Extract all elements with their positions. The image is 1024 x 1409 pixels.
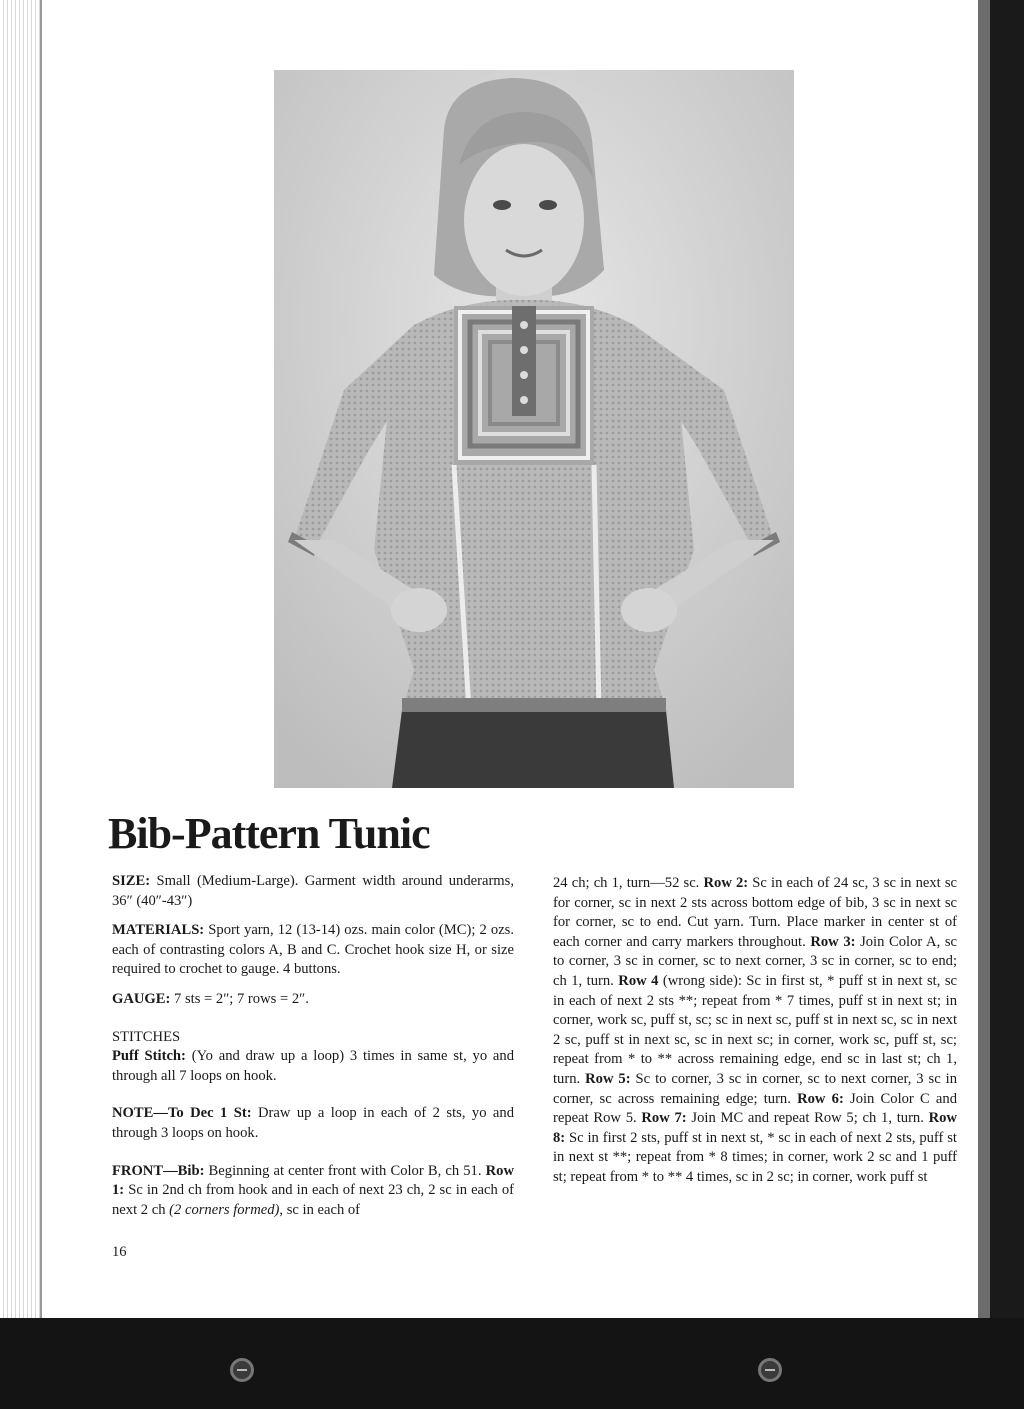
- row-label: Row 2:: [703, 875, 749, 891]
- size-label: SIZE:: [112, 873, 151, 889]
- scanner-edge: [990, 0, 1024, 1320]
- scanner-screw-icon: [758, 1358, 782, 1382]
- note-text: Draw up a loop in each of 2 sts, yo and through 3 loops on hook.: [112, 1105, 514, 1141]
- row-label: Row 6:: [797, 1090, 844, 1107]
- binding-shadow: [40, 0, 42, 1320]
- scanner-screw-icon: [230, 1358, 254, 1382]
- corners-formed-note: (2 corners formed): [169, 1201, 280, 1218]
- front-label: FRONT—Bib:: [112, 1162, 205, 1179]
- materials-label: MATERIALS:: [112, 922, 205, 939]
- gauge-text: 7 sts = 2″; 7 rows = 2″.: [170, 990, 309, 1007]
- gauge-label: GAUGE:: [112, 990, 171, 1007]
- materials-paragraph: [112, 921, 514, 980]
- rows-instructions-paragraph: [553, 874, 957, 1188]
- row-text: Join Color A, sc to corner, 3 sc in corner, sc to next corner, 3 sc in corner, sc to end; ch 1, turn.: [553, 933, 957, 989]
- row-text: Sc in each of 24 sc, 3 sc in next sc for corner, sc in next 2 sts across bottom edge of bib, 3 sc in next sc for corner, sc to end. Cut yarn. Turn. Place marker in center st of each corner and carry markers throughout.: [553, 875, 957, 950]
- front-text-2: Sc in 2nd ch from hook and in each of next 23 ch, 2 sc in each of next 2 ch: [112, 1182, 514, 1218]
- puff-stitch-paragraph: [112, 1047, 514, 1086]
- row-label: Row 7:: [641, 1110, 687, 1127]
- row-label: Row 4: [618, 972, 659, 989]
- front-text-1: Beginning at center front with Color B, ch 51.: [204, 1162, 486, 1179]
- pattern-title: Bib-Pattern Tunic: [108, 809, 430, 858]
- row-text: (wrong side): Sc in first st, * puff st in next st, sc in each of next 2 sts **; repeat from * 7 times, puff st in next st; in corner, work sc, puff st, sc; sc in next sc, puff st in next sc, sc in next 2 sc, puff st in next sc, sc in next sc; in corner, work sc, puff st, sc; repeat from * to ** across remaining edge, end sc in last st; ch 1, turn.: [553, 972, 957, 1087]
- note-paragraph: [112, 1104, 514, 1143]
- book-page-stack-edge: [0, 0, 40, 1320]
- row-text: 24 ch; ch 1, turn—52 sc.: [553, 875, 704, 891]
- instructions-right-column: [553, 874, 957, 1188]
- gauge-paragraph: [112, 990, 514, 1010]
- row-label: Row 3:: [810, 933, 856, 950]
- row-text: Join MC and repeat Row 5; ch 1, turn.: [686, 1110, 929, 1127]
- scanner-bed: [0, 1318, 1024, 1409]
- materials-text: Sport yarn, 12 (13-14) ozs. main color (MC); 2 ozs. each of contrasting colors A, B and C. Crochet hook size H, or size required to crochet to gauge. 4 buttons.: [112, 922, 514, 978]
- row-text: Sc to corner, 3 sc in corner, sc to next corner, 3 sc in corner, sc across remaining edge; turn.: [553, 1070, 958, 1107]
- row-text: Sc in first 2 sts, puff st in next st, * sc in each of next 2 sts, puff st in next st **; repeat from * 8 times; in corner, work 2 sc and 1 puff st; repeat from * to ** 4 times, sc in 2 sc; in corner, work puff st: [553, 1129, 957, 1185]
- front-text-3: , sc in each of: [279, 1201, 361, 1218]
- row-text: Join Color C and repeat Row 5.: [553, 1090, 958, 1127]
- page-number: 16: [112, 1244, 127, 1260]
- scanner-edge-shadow: [978, 0, 990, 1320]
- puff-stitch-label: Puff Stitch:: [112, 1048, 186, 1065]
- front-paragraph: [112, 1162, 514, 1221]
- row-label: Row 5:: [585, 1070, 631, 1087]
- stitches-heading: STITCHES: [112, 1028, 181, 1045]
- size-text: Small (Medium-Large). Garment width around underarms, 36″ (40″-43″): [112, 873, 514, 909]
- instructions-left-column: [112, 872, 514, 1230]
- size-paragraph: [112, 872, 514, 911]
- note-label: NOTE—To Dec 1 St:: [112, 1105, 252, 1122]
- model-photo: [274, 70, 794, 788]
- puff-stitch-text: (Yo and draw up a loop) 3 times in same st, yo and through all 7 loops on hook.: [112, 1048, 514, 1084]
- row-1-label: Row 1:: [112, 1162, 514, 1199]
- tunic-photo-illustration: [274, 70, 794, 788]
- row-label: Row 8:: [553, 1110, 958, 1146]
